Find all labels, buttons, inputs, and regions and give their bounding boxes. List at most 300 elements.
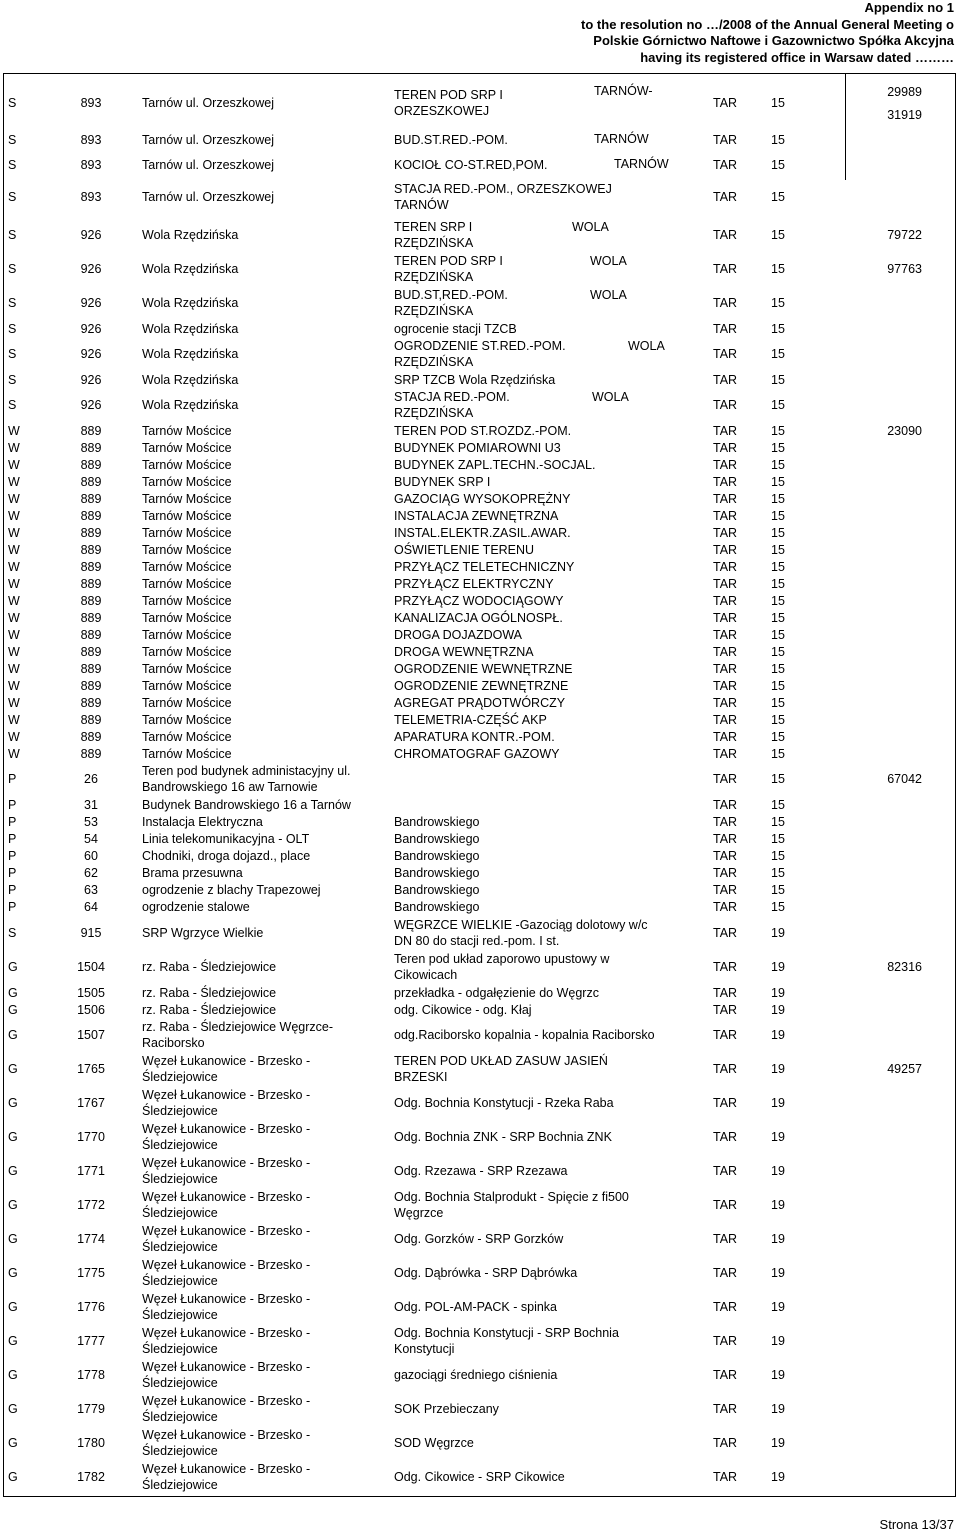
asset-number: 889 (80, 644, 102, 659)
object-name: BUD.ST.RED.-POM. (394, 132, 508, 147)
table-row (0, 694, 960, 711)
asset-type: G (8, 1062, 18, 1076)
asset-type: W (8, 695, 20, 710)
rate-value: 19 (771, 960, 785, 974)
asset-type: G (8, 1436, 18, 1450)
asset-type: W (8, 593, 20, 608)
rate-value: 15 (771, 848, 785, 863)
table-row (0, 830, 960, 847)
rate-value: 15 (771, 190, 785, 204)
rate-value: 15 (771, 797, 785, 812)
object-name: Odg. POL-AM-PACK - spinka (394, 1300, 558, 1314)
location: Wola Rzędzińska (142, 347, 239, 361)
asset-number: 1767 (77, 1096, 105, 1110)
asset-number: 889 (80, 542, 102, 557)
asset-number: 889 (80, 593, 102, 608)
asset-type: W (8, 746, 20, 761)
asset-type: S (8, 926, 17, 940)
object-name: DROGA WEWNĘTRZNA (394, 644, 534, 659)
location: Węzeł Łukanowice - Brzesko - Śledziejowice (142, 1190, 311, 1220)
asset-number: 1775 (77, 1266, 105, 1280)
asset-number: 889 (80, 729, 102, 744)
table-row (0, 677, 960, 694)
location: Tarnów ul. Orzeszkowej (142, 190, 274, 204)
reference-number: 29989 (887, 84, 922, 99)
rate-value: 19 (771, 1062, 785, 1076)
asset-number: 1505 (77, 985, 105, 1000)
asset-number: 889 (80, 457, 102, 472)
location: Tarnów Mościce (142, 576, 232, 591)
rate-value: 19 (771, 1198, 785, 1212)
asset-type: S (8, 321, 17, 336)
rate-value: 15 (771, 772, 785, 786)
asset-type: W (8, 610, 20, 625)
location: Linia telekomunikacyjna - OLT (142, 831, 310, 846)
page-number: Strona 13/37 (879, 1517, 954, 1532)
object-name: PRZYŁĄCZ ELEKTRYCZNY (394, 576, 554, 591)
asset-type: P (8, 899, 17, 914)
location: Węzeł Łukanowice - Brzesko - Śledziejowice (142, 1088, 311, 1118)
table-row (0, 218, 960, 252)
location: Tarnów ul. Orzeszkowej (142, 96, 274, 110)
rate-value: 15 (771, 398, 785, 412)
rate-value: 15 (771, 347, 785, 361)
table-row (0, 796, 960, 813)
object-name: OGRODZENIE ST.RED.-POM. RZĘDZIŃSKA (394, 339, 566, 369)
location: Węzeł Łukanowice - Brzesko - Śledziejowice (142, 1394, 311, 1424)
object-name: KANALIZACJA OGÓLNOSPŁ. (394, 610, 563, 625)
rate-value: 19 (771, 1334, 785, 1348)
rate-value: 15 (771, 814, 785, 829)
location: Tarnów Mościce (142, 627, 232, 642)
reference-number: 67042 (887, 772, 922, 786)
object-name: OGRODZENIE WEWNĘTRZNE (394, 661, 573, 676)
location: Wola Rzędzińska (142, 321, 239, 336)
city-label: WOLA (592, 390, 629, 404)
location: rz. Raba - Śledziejowice (142, 985, 277, 1000)
asset-number: 54 (84, 831, 98, 846)
location: Tarnów ul. Orzeszkowej (142, 132, 274, 147)
rate-value: 15 (771, 865, 785, 880)
appendix-title: Appendix no 1 (864, 0, 954, 15)
tariff-code: TAR (713, 508, 738, 523)
asset-number: 1777 (77, 1334, 105, 1348)
rate-value: 19 (771, 985, 785, 1000)
asset-number: 926 (80, 398, 102, 412)
rate-value: 15 (771, 559, 785, 574)
object-name: TEREN SRP I RZĘDZIŃSKA (394, 220, 474, 250)
asset-number: 62 (84, 865, 98, 880)
table-row (0, 1086, 960, 1120)
asset-number: 926 (80, 372, 102, 387)
rate-value: 19 (771, 1164, 785, 1178)
tariff-code: TAR (713, 347, 738, 361)
rate-value: 15 (771, 457, 785, 472)
rate-value: 15 (771, 132, 785, 147)
object-name: Odg. Bochnia Konstytucji - SRP Bochnia Konstytucji (394, 1326, 619, 1356)
object-name: PRZYŁĄCZ WODOCIĄGOWY (394, 593, 564, 608)
asset-type: G (8, 1028, 18, 1042)
asset-type: G (8, 1300, 18, 1314)
table-row (0, 898, 960, 915)
tariff-code: TAR (713, 814, 738, 829)
object-name: Odg. Bochnia Stalprodukt - Spięcie z fi500 Węgrzce (394, 1190, 629, 1220)
location: Węzeł Łukanowice - Brzesko - Śledziejowice (142, 1156, 311, 1186)
asset-number: 893 (80, 157, 102, 172)
asset-number: 889 (80, 695, 102, 710)
asset-number: 1771 (77, 1164, 105, 1178)
tariff-code: TAR (713, 559, 738, 574)
object-name: OŚWIETLENIE TERENU (394, 542, 535, 557)
location: Węzeł Łukanowice - Brzesko - Śledziejowice (142, 1292, 311, 1322)
rate-value: 15 (771, 576, 785, 591)
table-row (0, 745, 960, 762)
table-row (0, 1018, 960, 1052)
object-name: Odg. Rzezawa - SRP Rzezawa (394, 1164, 568, 1178)
tariff-code: TAR (713, 746, 738, 761)
asset-number: 889 (80, 508, 102, 523)
asset-number: 1774 (77, 1232, 105, 1246)
asset-number: 1782 (77, 1470, 105, 1484)
asset-number: 1770 (77, 1130, 105, 1144)
location: Wola Rzędzińska (142, 398, 239, 412)
asset-number: 926 (80, 321, 102, 336)
table-row (0, 711, 960, 728)
table-row (0, 558, 960, 575)
asset-type: W (8, 661, 20, 676)
tariff-code: TAR (713, 1028, 738, 1042)
asset-number: 889 (80, 661, 102, 676)
table-row (0, 524, 960, 541)
location: Tarnów Mościce (142, 542, 232, 557)
table-row (0, 1001, 960, 1018)
table-row (0, 1392, 960, 1426)
asset-type: W (8, 457, 20, 472)
location: Tarnów Mościce (142, 457, 232, 472)
rate-value: 15 (771, 440, 785, 455)
asset-type: P (8, 797, 17, 812)
object-name: gazociągi średniego ciśnienia (394, 1368, 558, 1382)
rate-value: 15 (771, 491, 785, 506)
tariff-code: TAR (713, 491, 738, 506)
location: ogrodzenie z blachy Trapezowej (142, 882, 321, 897)
rate-value: 15 (771, 882, 785, 897)
tariff-code: TAR (713, 985, 738, 1000)
table-row (0, 1052, 960, 1086)
rate-value: 15 (771, 321, 785, 336)
table-row (0, 762, 960, 796)
table-row (0, 1324, 960, 1358)
location: Węzeł Łukanowice - Brzesko - Śledziejowice (142, 1122, 311, 1152)
tariff-code: TAR (713, 1062, 738, 1076)
location: Tarnów Mościce (142, 423, 232, 438)
asset-type: S (8, 347, 17, 361)
asset-number: 53 (84, 814, 98, 829)
table-row (0, 1290, 960, 1324)
table-row (0, 286, 960, 320)
asset-number: 63 (84, 882, 98, 897)
rate-value: 19 (771, 1096, 785, 1110)
asset-type: S (8, 96, 17, 110)
table-row (0, 1426, 960, 1460)
asset-type: W (8, 559, 20, 574)
table-row (0, 609, 960, 626)
location: Tarnów Mościce (142, 491, 232, 506)
asset-type: G (8, 1402, 18, 1416)
table-row (0, 916, 960, 950)
location: ogrodzenie stalowe (142, 899, 250, 914)
location: Węzeł Łukanowice - Brzesko - Śledziejowice (142, 1224, 311, 1254)
rate-value: 15 (771, 228, 785, 242)
table-row (0, 80, 960, 126)
object-name: Odg. Bochnia ZNK - SRP Bochnia ZNK (394, 1130, 612, 1144)
asset-type: G (8, 1002, 18, 1017)
table-row (0, 1154, 960, 1188)
asset-type: W (8, 627, 20, 642)
object-name: Bandrowskiego (394, 848, 480, 863)
asset-type: W (8, 712, 20, 727)
object-name: INSTALACJA ZEWNĘTRZNA (394, 508, 559, 523)
object-name: OGRODZENIE ZEWNĘTRZNE (394, 678, 569, 693)
location: rz. Raba - Śledziejowice (142, 1002, 277, 1017)
rate-value: 15 (771, 372, 785, 387)
rate-value: 19 (771, 1028, 785, 1042)
asset-number: 889 (80, 440, 102, 455)
rate-value: 19 (771, 926, 785, 940)
object-name: odg. Cikowice - odg. Kłaj (394, 1002, 532, 1017)
asset-type: W (8, 440, 20, 455)
object-name: Odg. Dąbrówka - SRP Dąbrówka (394, 1266, 578, 1280)
reference-number: 49257 (887, 1062, 922, 1076)
rate-value: 15 (771, 610, 785, 625)
rate-value: 15 (771, 678, 785, 693)
object-name: Odg. Gorzków - SRP Gorzków (394, 1232, 564, 1246)
asset-number: 31 (84, 797, 98, 812)
rate-value: 15 (771, 695, 785, 710)
tariff-code: TAR (713, 695, 738, 710)
asset-number: 60 (84, 848, 98, 863)
object-name: TEREN POD ST.ROZDZ.-POM. (394, 423, 572, 438)
location: Instalacja Elektryczna (142, 814, 263, 829)
asset-type: W (8, 644, 20, 659)
tariff-code: TAR (713, 1002, 738, 1017)
asset-type: S (8, 132, 17, 147)
rate-value: 19 (771, 1232, 785, 1246)
reference-number: 79722 (887, 228, 922, 242)
reference-number: 97763 (887, 262, 922, 276)
table-row (0, 541, 960, 558)
location: Tarnów Mościce (142, 508, 232, 523)
tariff-code: TAR (713, 712, 738, 727)
asset-type: G (8, 1266, 18, 1280)
tariff-code: TAR (713, 797, 738, 812)
asset-number: 915 (80, 926, 102, 940)
rate-value: 15 (771, 627, 785, 642)
tariff-code: TAR (713, 576, 738, 591)
tariff-code: TAR (713, 1300, 738, 1314)
asset-type: S (8, 372, 17, 387)
tariff-code: TAR (713, 132, 738, 147)
rate-value: 15 (771, 262, 785, 276)
tariff-code: TAR (713, 474, 738, 489)
object-name: TEREN POD UKŁAD ZASUW JASIEŃ BRZESKI (394, 1054, 608, 1084)
location: Tarnów Mościce (142, 678, 232, 693)
asset-type: P (8, 831, 17, 846)
table-row (0, 156, 960, 173)
rate-value: 19 (771, 1300, 785, 1314)
object-name: STACJA RED.-POM., ORZESZKOWEJ TARNÓW (394, 182, 612, 212)
tariff-code: TAR (713, 960, 738, 974)
object-name (394, 796, 699, 813)
location: Tarnów Mościce (142, 712, 232, 727)
asset-number: 1507 (77, 1028, 105, 1042)
asset-number: 1780 (77, 1436, 105, 1450)
asset-number: 1779 (77, 1402, 105, 1416)
location: Wola Rzędzińska (142, 262, 239, 276)
location: Węzeł Łukanowice - Brzesko - Śledziejowice (142, 1326, 311, 1356)
table-row (0, 1358, 960, 1392)
asset-type: G (8, 1130, 18, 1144)
asset-number: 889 (80, 474, 102, 489)
table-row (0, 473, 960, 490)
location: rz. Raba - Śledziejowice (142, 960, 277, 974)
asset-number: 889 (80, 423, 102, 438)
table-row (0, 252, 960, 286)
table-row (0, 626, 960, 643)
rate-value: 15 (771, 729, 785, 744)
tariff-code: TAR (713, 296, 738, 310)
asset-number: 926 (80, 262, 102, 276)
rate-value: 15 (771, 661, 785, 676)
object-name: TEREN POD SRP I RZĘDZIŃSKA (394, 254, 503, 284)
tariff-code: TAR (713, 525, 738, 540)
object-name: BUDYNEK POMIAROWNI U3 (394, 440, 561, 455)
asset-type: G (8, 1198, 18, 1212)
asset-type: P (8, 882, 17, 897)
asset-type: W (8, 474, 20, 489)
asset-number: 889 (80, 576, 102, 591)
asset-type: W (8, 423, 20, 438)
location: Budynek Bandrowskiego 16 a Tarnów (142, 797, 351, 812)
asset-type: P (8, 772, 17, 786)
object-name: Bandrowskiego (394, 831, 480, 846)
office-line: having its registered office in Warsaw dated ……… (640, 49, 954, 65)
asset-number: 893 (80, 96, 102, 110)
location: rz. Raba - Śledziejowice Węgrzce- Raciborsko (142, 1020, 334, 1050)
location: Tarnów Mościce (142, 695, 232, 710)
object-name: przekładka - odgałęzienie do Węgrzc (394, 985, 599, 1000)
object-name: Odg. Cikowice - SRP Cikowice (394, 1470, 565, 1484)
asset-number: 889 (80, 525, 102, 540)
asset-number: 889 (80, 678, 102, 693)
object-name: Bandrowskiego (394, 882, 480, 897)
location: Wola Rzędzińska (142, 228, 239, 242)
tariff-code: TAR (713, 772, 738, 786)
object-name: AGREGAT PRĄDOTWÓRCZY (394, 695, 566, 710)
city-label: TARNÓW (594, 132, 649, 146)
table-row (0, 320, 960, 337)
asset-type: W (8, 678, 20, 693)
table-row (0, 575, 960, 592)
asset-type: W (8, 542, 20, 557)
city-label: WOLA (590, 254, 627, 268)
asset-type: S (8, 157, 17, 172)
object-name: SOK Przebieczany (394, 1402, 499, 1416)
asset-number: 1772 (77, 1198, 105, 1212)
tariff-code: TAR (713, 729, 738, 744)
asset-number: 889 (80, 712, 102, 727)
table-row (0, 984, 960, 1001)
object-name: BUDYNEK SRP I (394, 474, 491, 489)
tariff-code: TAR (713, 228, 738, 242)
table-row (0, 456, 960, 473)
asset-type: S (8, 398, 17, 412)
company-name: Polskie Górnictwo Naftowe i Gazownictwo Spółka Akcyjna (593, 33, 954, 48)
rate-value: 19 (771, 1436, 785, 1450)
location: Chodniki, droga dojazd., place (142, 848, 311, 863)
tariff-code: TAR (713, 593, 738, 608)
table-row (0, 813, 960, 830)
asset-type: G (8, 1164, 18, 1178)
rate-value: 15 (771, 508, 785, 523)
tariff-code: TAR (713, 1402, 738, 1416)
rate-value: 15 (771, 746, 785, 761)
location: Tarnów Mościce (142, 661, 232, 676)
table-row (0, 490, 960, 507)
object-name: TELEMETRIA-CZĘŚĆ AKP (394, 712, 547, 727)
object-name: Bandrowskiego (394, 814, 480, 829)
table-row (0, 1256, 960, 1290)
asset-number: 889 (80, 491, 102, 506)
asset-number: 1778 (77, 1368, 105, 1382)
table-row (0, 847, 960, 864)
rate-value: 15 (771, 712, 785, 727)
tariff-code: TAR (713, 678, 738, 693)
tariff-code: TAR (713, 627, 738, 642)
object-name: Bandrowskiego (394, 865, 480, 880)
page-header (581, 0, 954, 66)
asset-type: G (8, 1334, 18, 1348)
tariff-code: TAR (713, 423, 738, 438)
table-row (0, 371, 960, 388)
table-row (0, 439, 960, 456)
table-row (0, 388, 960, 422)
tariff-code: TAR (713, 882, 738, 897)
tariff-code: TAR (713, 1470, 738, 1484)
tariff-code: TAR (713, 1436, 738, 1450)
tariff-code: TAR (713, 1232, 738, 1246)
tariff-code: TAR (713, 440, 738, 455)
city-label: TARNÓW- (594, 84, 653, 98)
reference-number: 31919 (887, 107, 922, 122)
object-name: odg.Raciborsko kopalnia - kopalnia Raciborsko (394, 1028, 655, 1042)
resolution-line: to the resolution no …/2008 of the Annual General Meeting o (581, 16, 954, 32)
asset-type: P (8, 814, 17, 829)
rate-value: 15 (771, 831, 785, 846)
rate-value: 15 (771, 525, 785, 540)
asset-number: 889 (80, 559, 102, 574)
asset-type: G (8, 985, 18, 1000)
location: Tarnów Mościce (142, 746, 232, 761)
tariff-code: TAR (713, 1164, 738, 1178)
object-name: STACJA RED.-POM. RZĘDZIŃSKA (394, 390, 510, 420)
tariff-code: TAR (713, 157, 738, 172)
tariff-code: TAR (713, 1198, 738, 1212)
tariff-code: TAR (713, 372, 738, 387)
asset-number: 1504 (77, 960, 105, 974)
asset-number: 893 (80, 190, 102, 204)
location: Tarnów Mościce (142, 440, 232, 455)
